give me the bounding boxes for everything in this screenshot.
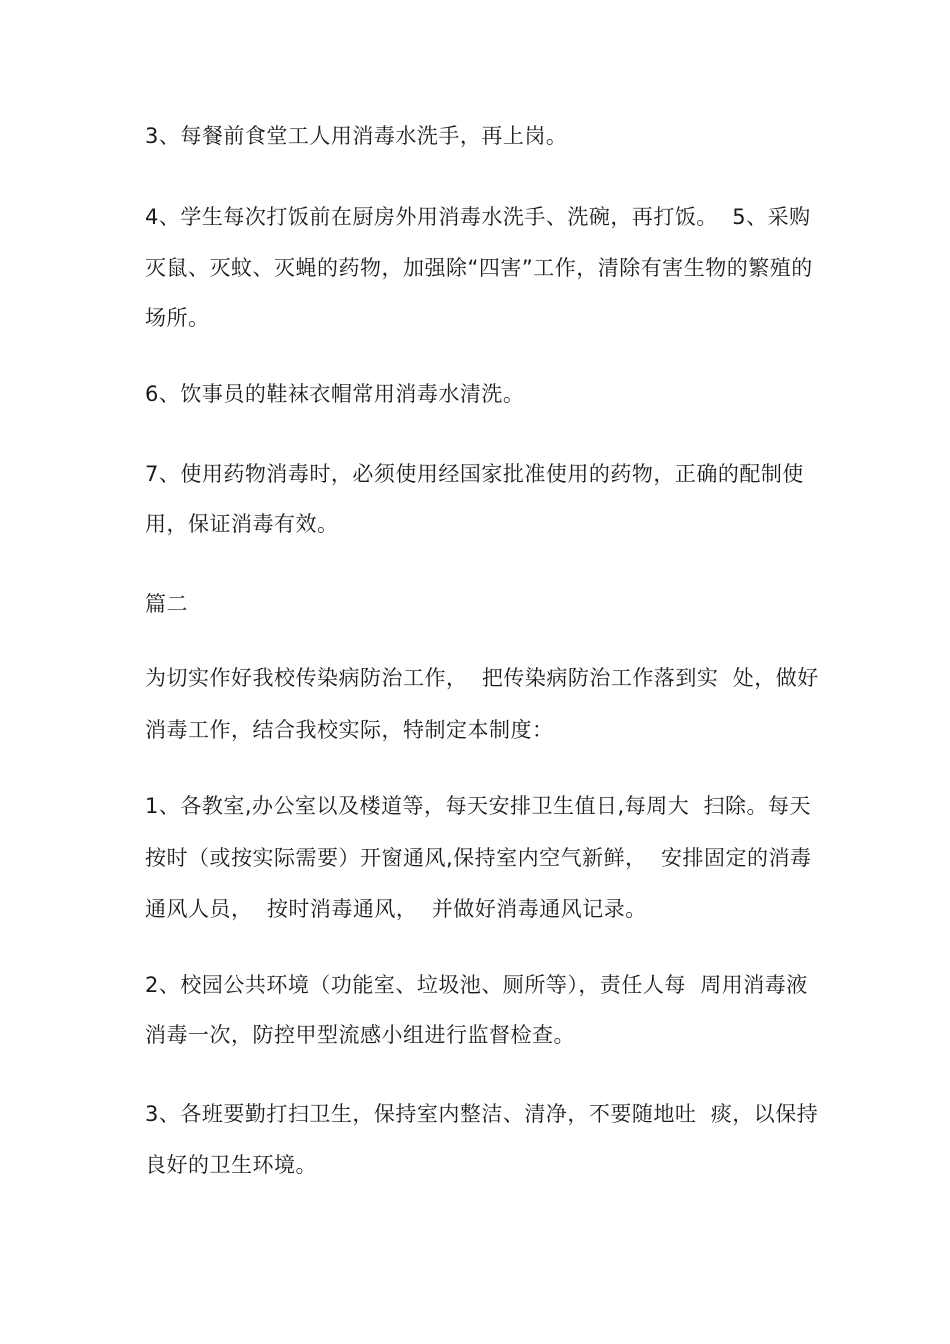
text-line: 1、各教室,办公室以及楼道等，每天安排卫生值日,每周大 扫除。每天 [145, 794, 812, 818]
text-line: 4、学生每次打饭前在厨房外用消毒水洗手、洗碗，再打饭。 5、采购 [145, 205, 811, 229]
text-line: 用，保证消毒有效。 [145, 512, 339, 536]
text-line: 灭鼠、灭蚊、灭蝇的药物，加强除“四害”工作，清除有害生物的繁殖的 [145, 256, 813, 280]
text-line: 消毒一次，防控甲型流感小组进行监督检查。 [145, 1023, 575, 1047]
text-line: 通风人员， 按时消毒通风， 并做好消毒通风记录。 [145, 897, 647, 921]
text-line: 按时（或按实际需要）开窗通风,保持室内空气新鲜， 安排固定的消毒 [145, 846, 812, 870]
text-line: 3、各班要勤打扫卫生，保持室内整洁、清净，不要随地吐 痰，以保持 [145, 1102, 819, 1126]
text-line: 消毒工作，结合我校实际，特制定本制度： [145, 718, 554, 742]
text-line: 良好的卫生环境。 [145, 1153, 317, 1177]
text-line: 7、使用药物消毒时，必须使用经国家批准使用的药物，正确的配制使 [145, 462, 804, 486]
text-line: 为切实作好我校传染病防治工作， 把传染病防治工作落到实 处，做好 [145, 666, 819, 690]
text-line: 2、校园公共环境（功能室、垃圾池、厕所等），责任人每 周用消毒液 [145, 973, 808, 997]
text-line: 场所。 [145, 306, 210, 330]
text-line: 3、每餐前食堂工人用消毒水洗手，再上岗。 [145, 124, 568, 148]
section-heading: 篇二 [145, 592, 188, 616]
text-line: 6、饮事员的鞋袜衣帽常用消毒水清洗。 [145, 382, 525, 406]
